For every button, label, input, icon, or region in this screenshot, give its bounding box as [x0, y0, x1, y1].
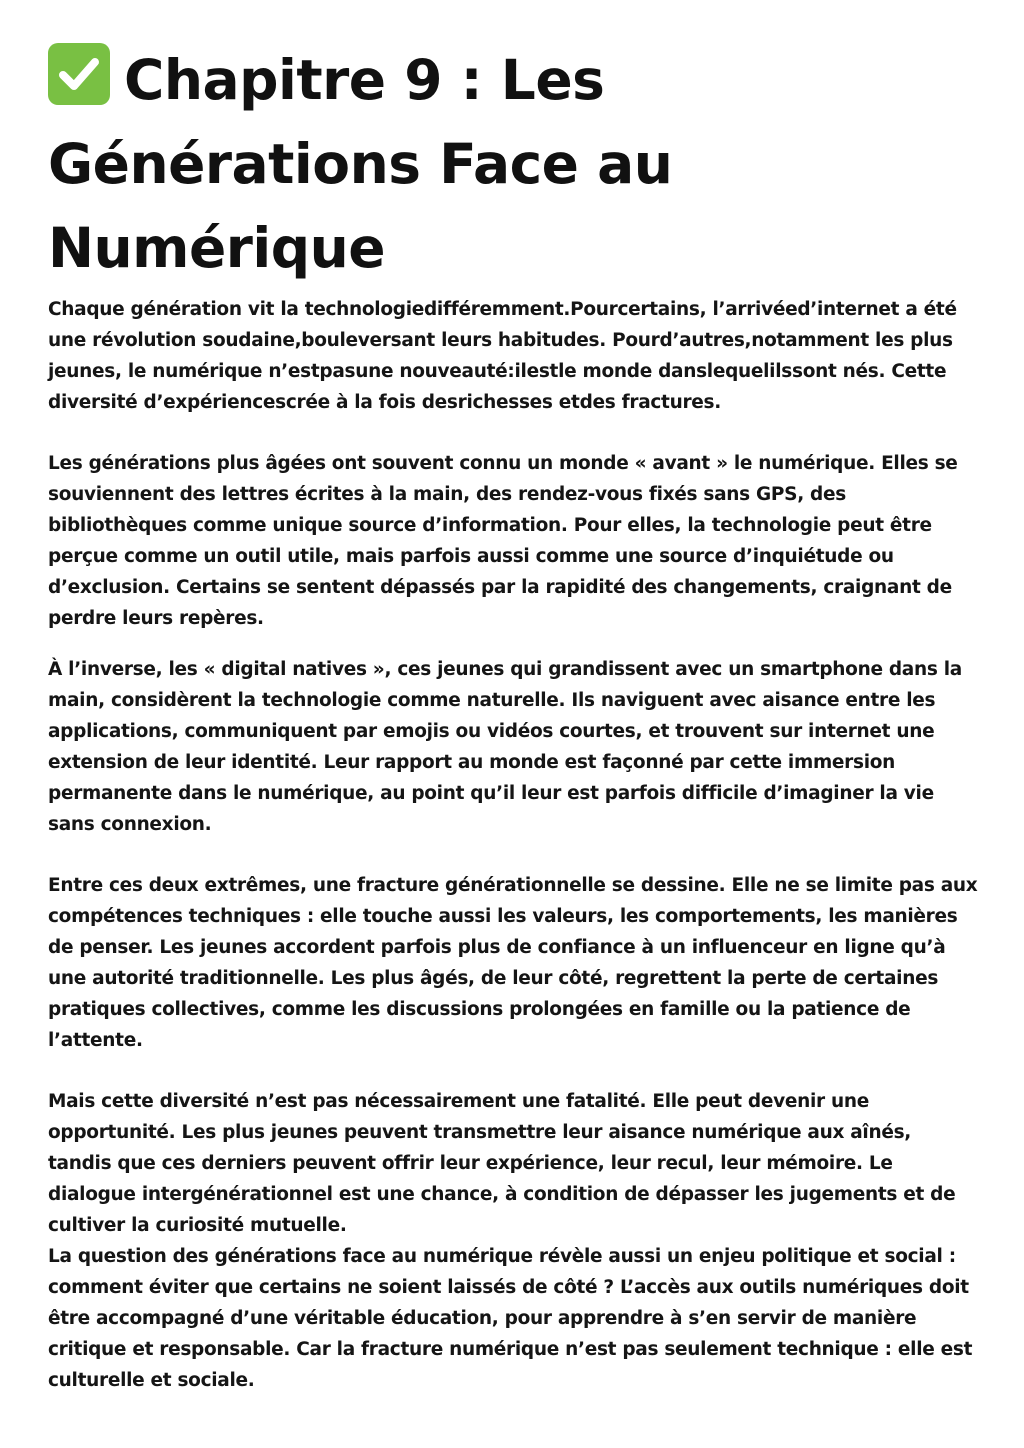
- paragraph-political-social: La question des générations face au numérique révèle aussi un enjeu politique et social : comment éviter que certains ne soient laissés de côté ? L’accès aux outils numériques doit être accompagné d’une véritable éducation, pour apprendre à s’en servir de manière critique et responsable. Car la fracture numérique n’est pas seulement technique : elle est culturelle et sociale.: [48, 1246, 973, 1391]
- paragraph-generational-divide: Entre ces deux extrêmes, une fracture générationnelle se dessine. Elle ne se limite pas aux compétences techniques : elle touche aussi les valeurs, les comportements, les manières de penser. Les jeunes accordent parfois plus de confiance à un influenceur en ligne qu’à une autorité traditionnelle. Les plus âgés, de leur côté, regrettent la perte de certaines pratiques collectives, comme les discussions prolongées en famille ou la patience de l’attente.: [48, 875, 978, 1051]
- paragraph-opportunity: Mais cette diversité n’est pas nécessairement une fatalité. Elle peut devenir une opportunité. Les plus jeunes peuvent transmettre leur aisance numérique aux aînés, tandis que ces derniers peuvent offrir leur expérience, leur recul, leur mémoire. Le dialogue intergénérationnel est une chance, à condition de dépasser les jugements et de cultiver la curiosité mutuelle.: [48, 1091, 956, 1236]
- chapter-title: [48, 38, 978, 290]
- chapter-title-text: Chapitre 9 : Les Générations Face au Numérique: [48, 48, 673, 280]
- check-mark-icon: [48, 43, 110, 105]
- document-page: [48, 38, 978, 1396]
- paragraph-older-generations: Les générations plus âgées ont souvent connu un monde « avant » le numérique. Elles se souviennent des lettres écrites à la main, des rendez-vous fixés sans GPS, des bibliothèques comme unique source d’information. Pour elles, la technologie peut être perçue comme un outil utile, mais parfois aussi comme une source d’inquiétude ou d’exclusion. Certains se sentent dépassés par la rapidité des changements, craignant de perdre leurs repères.: [48, 453, 958, 629]
- paragraph-intro: Chaque génération vit la technologiedifféremment.Pourcertains, l’arrivéed’internet a été une révolution soudaine,bouleversant leurs habitudes. Pourd’autres,notamment les plus jeunes, le numérique n’estpasune nouveauté:ilestle monde danslequelilssont nés. Cette diversité d’expériencescrée à la fois desrichesses etdes fractures.: [48, 299, 957, 413]
- paragraph-digital-natives: À l’inverse, les « digital natives », ces jeunes qui grandissent avec un smartphone dans la main, considèrent la technologie comme naturelle. Ils naviguent avec aisance entre les applications, communiquent par emojis ou vidéos courtes, et trouvent sur internet une extension de leur identité. Leur rapport au monde est façonné par cette immersion permanente dans le numérique, au point qu’il leur est parfois difficile d’imaginer la vie sans connexion.: [48, 659, 962, 835]
